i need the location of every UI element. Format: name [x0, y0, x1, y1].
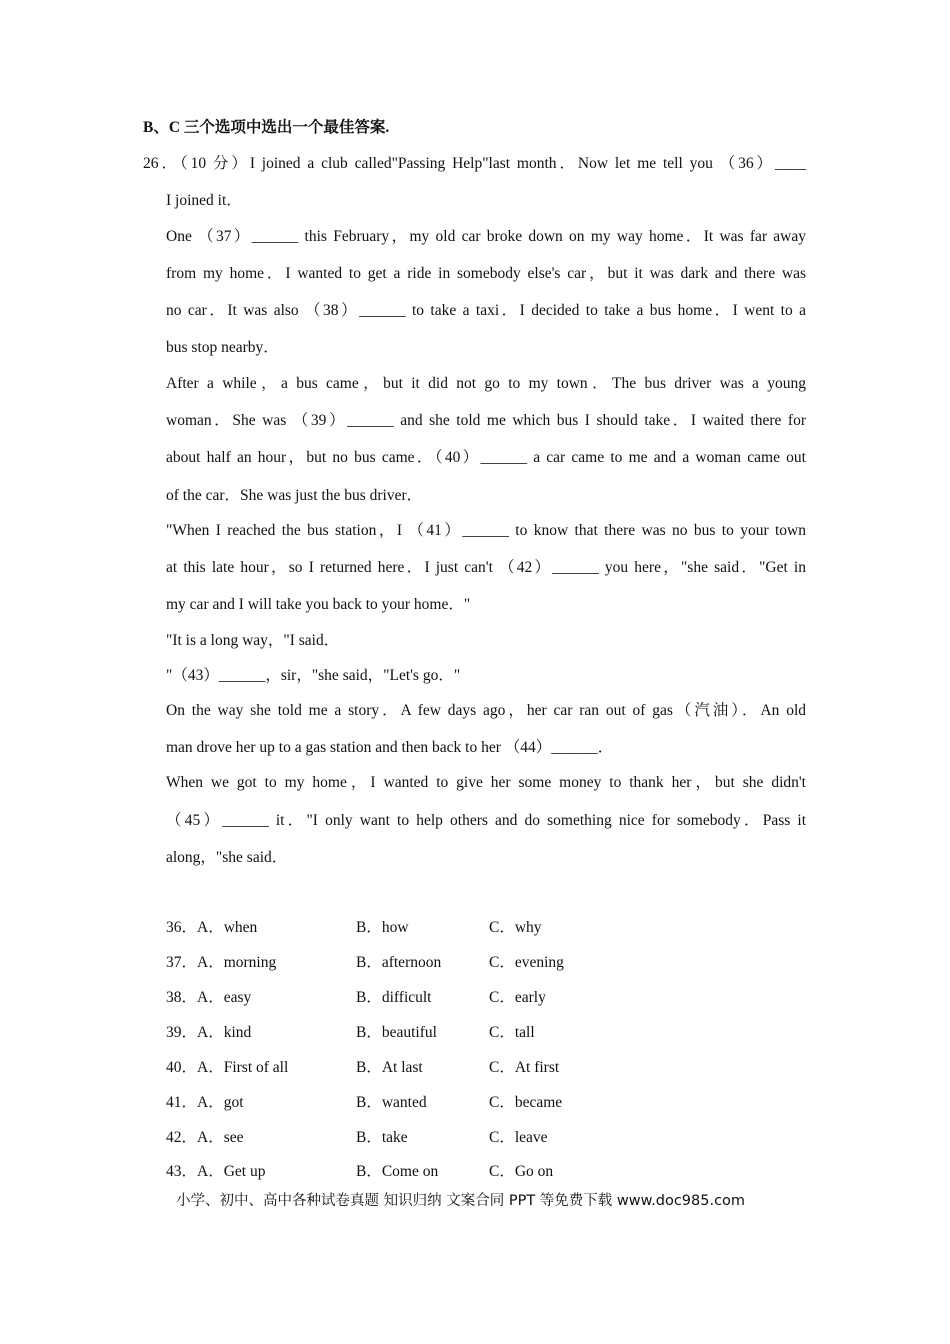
passage-line: On the way she told me a story．A few days ago，her car ran out of gas（汽油）．An old	[166, 702, 806, 719]
option-b: B．beautiful	[356, 1024, 437, 1041]
passage-line: "When I reached the bus station，I （41）______ to know that there was no bus to your town	[166, 522, 806, 539]
option-c: C．leave	[489, 1129, 548, 1146]
passage-line: woman．She was （39）______ and she told me which bus I should take．I waited there for	[166, 412, 806, 429]
passage-line: at this late hour，so I returned here．I just can't （42）______ you here，"she said．"Get in	[166, 559, 806, 576]
question-number-line: 26．（10 分）I joined a club called"Passing Help"last month．Now let me tell you （36）____	[143, 155, 806, 172]
option-c: C．became	[489, 1094, 563, 1111]
option-c: C．At first	[489, 1059, 560, 1076]
option-a: 41．A．got	[166, 1094, 244, 1111]
option-b: B．how	[356, 919, 409, 936]
page-footer: 小学、初中、高中各种试卷真题 知识归纳 文案合同 PPT 等免费下载 www.doc985.com	[176, 1193, 746, 1209]
option-a: 39．A．kind	[166, 1024, 252, 1041]
option-c: C．evening	[489, 954, 564, 971]
option-a: 40．A．First of all	[166, 1059, 289, 1076]
passage-line: along，"she said．	[166, 849, 288, 866]
option-c: C．tall	[489, 1024, 535, 1041]
option-b: B．difficult	[356, 989, 432, 1006]
option-a: 38．A．easy	[166, 989, 252, 1006]
option-b: B．take	[356, 1129, 408, 1146]
option-a: 37．A．morning	[166, 954, 277, 971]
passage-line: about half an hour，but no bus came．（40）______ a car came to me and a woman came out	[166, 449, 806, 466]
option-a: 42．A．see	[166, 1129, 244, 1146]
option-b: B．Come on	[356, 1163, 439, 1180]
option-row	[166, 1058, 666, 1078]
section-heading: B、C 三个选项中选出一个最佳答案.	[143, 119, 390, 136]
passage-line: of the car．She was just the bus driver．	[166, 487, 423, 504]
option-b: B．wanted	[356, 1094, 427, 1111]
option-row	[166, 988, 666, 1008]
passage-line: man drove her up to a gas station and then back to her （44）______．	[166, 739, 614, 756]
option-row	[166, 953, 666, 973]
option-a: 36．A．when	[166, 919, 258, 936]
option-row	[166, 1093, 666, 1113]
passage-line: One （37）______ this February，my old car broke down on my way home．It was far away	[166, 228, 807, 245]
option-b: B．afternoon	[356, 954, 442, 971]
option-c: C．why	[489, 919, 542, 936]
option-c: C．early	[489, 989, 546, 1006]
passage-line: （45）______ it．"I only want to help others and do something nice for somebody．Pass it	[166, 812, 806, 829]
passage-line: bus stop nearby．	[166, 339, 279, 356]
passage-line: from my home．I wanted to get a ride in somebody else's car，but it was dark and there was	[166, 265, 806, 282]
option-a: 43．A．Get up	[166, 1163, 266, 1180]
passage-line: When we got to my home，I wanted to give her some money to thank her，but she didn't	[166, 774, 806, 791]
option-c: C．Go on	[489, 1163, 554, 1180]
passage-line: no car．It was also （38）______ to take a taxi．I decided to take a bus home．I went to a	[166, 302, 806, 319]
option-row	[166, 1023, 666, 1043]
option-row	[166, 1162, 666, 1182]
option-row	[166, 918, 666, 938]
passage-line: After a while，a bus came，but it did not go to my town．The bus driver was a young	[166, 375, 806, 392]
passage-line: "It is a long way，"I said．	[166, 632, 340, 649]
passage-line: I joined it．	[166, 192, 242, 209]
option-row	[166, 1128, 666, 1148]
option-b: B．At last	[356, 1059, 423, 1076]
passage-line: my car and I will take you back to your home．"	[166, 596, 471, 613]
passage-line: "（43）______，sir，"she said，"Let's go．"	[166, 667, 461, 684]
